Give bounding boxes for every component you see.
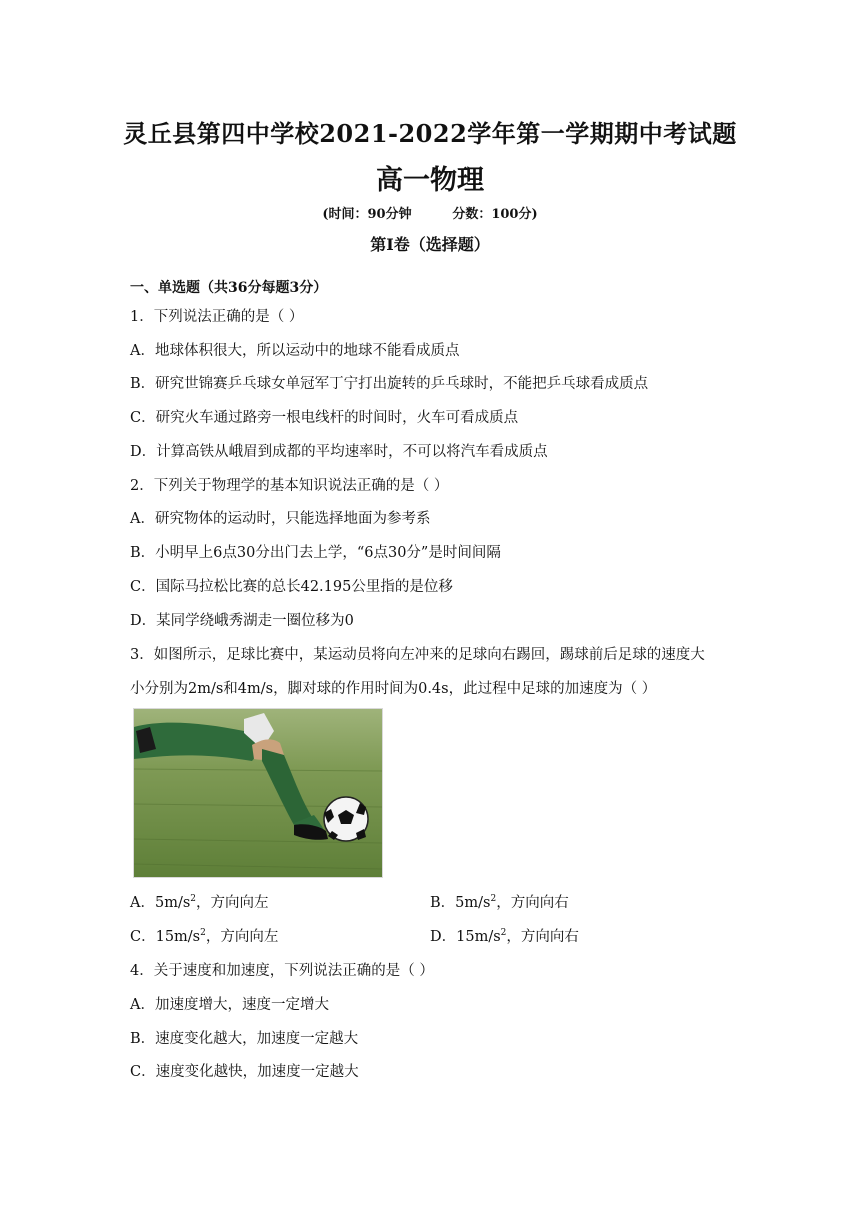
question-3-option-a xyxy=(130,891,269,912)
question-1-option-d: D．计算高铁从峨眉到成都的平均速率时，不可以将汽车看成质点 xyxy=(130,444,548,460)
option-c-direction: ，方向向左 xyxy=(205,929,279,945)
section-heading: 一、单选题（共36分每题3分） xyxy=(130,280,328,296)
option-d-value: D．15m/s xyxy=(430,929,501,945)
option-b-direction: ，方向向右 xyxy=(496,895,569,911)
question-3-stem-line-2: 小分别为2m/s和4m/s，脚对球的作用时间为0.4s，此过程中足球的加速度为（ ） xyxy=(130,681,657,697)
exponent: 2 xyxy=(500,928,507,938)
question-2-option-c: C．国际马拉松比赛的总长42.195公里指的是位移 xyxy=(130,579,453,595)
question-3-option-d xyxy=(430,925,579,946)
question-3-option-c xyxy=(130,925,278,946)
question-2-option-b: B．小明早上6点30分出门去上学，“6点30分”是时间间隔 xyxy=(130,545,501,561)
question-4-option-c: C．速度变化越快，加速度一定越大 xyxy=(130,1064,359,1080)
volume-heading: 第Ⅰ卷（选择题） xyxy=(370,235,490,254)
question-2-option-d: D．某同学绕峨秀湖走一圈位移为0 xyxy=(130,613,354,629)
option-a-direction: ，方向向左 xyxy=(196,895,269,911)
option-c-value: C．15m/s xyxy=(130,929,201,945)
exam-time-score: (时间：90分钟 分数：100分) xyxy=(322,207,538,222)
question-3-option-b xyxy=(430,891,569,912)
question-2-stem: 2．下列关于物理学的基本知识说法正确的是（ ） xyxy=(130,478,449,494)
question-4-option-b: B．速度变化越大，加速度一定越大 xyxy=(130,1031,359,1047)
soccer-kick-photo xyxy=(133,708,383,878)
question-3-stem-line-1: 3．如图所示，足球比赛中，某运动员将向左冲来的足球向右踢回，踢球前后足球的速度大 xyxy=(130,647,705,663)
option-d-direction: ，方向向右 xyxy=(506,929,579,945)
question-1-option-c: C．研究火车通过路旁一根电线杆的时间时，火车可看成质点 xyxy=(130,410,519,426)
exponent: 2 xyxy=(190,894,197,904)
question-4-stem: 4．关于速度和加速度，下列说法正确的是（ ） xyxy=(130,963,434,979)
question-1-option-b: B．研究世锦赛乒乓球女单冠军丁宁打出旋转的乒乓球时，不能把乒乓球看成质点 xyxy=(130,376,649,392)
exam-subject: 高一物理 xyxy=(376,165,484,196)
option-b-value: B．5m/s xyxy=(430,895,491,911)
question-2-option-a: A．研究物体的运动时，只能选择地面为参考系 xyxy=(130,511,431,527)
question-1-option-a: A．地球体积很大，所以运动中的地球不能看成质点 xyxy=(130,343,460,359)
question-4-option-a: A．加速度增大，速度一定增大 xyxy=(130,997,329,1013)
option-a-value: A．5m/s xyxy=(130,895,191,911)
soccer-kick-illustration xyxy=(134,709,382,877)
exam-title: 灵丘县第四中学校2021-2022学年第一学期期中考试题 xyxy=(123,119,737,148)
exponent: 2 xyxy=(200,928,206,938)
exponent: 2 xyxy=(490,894,497,904)
question-1-stem: 1．下列说法正确的是（ ） xyxy=(130,309,304,325)
